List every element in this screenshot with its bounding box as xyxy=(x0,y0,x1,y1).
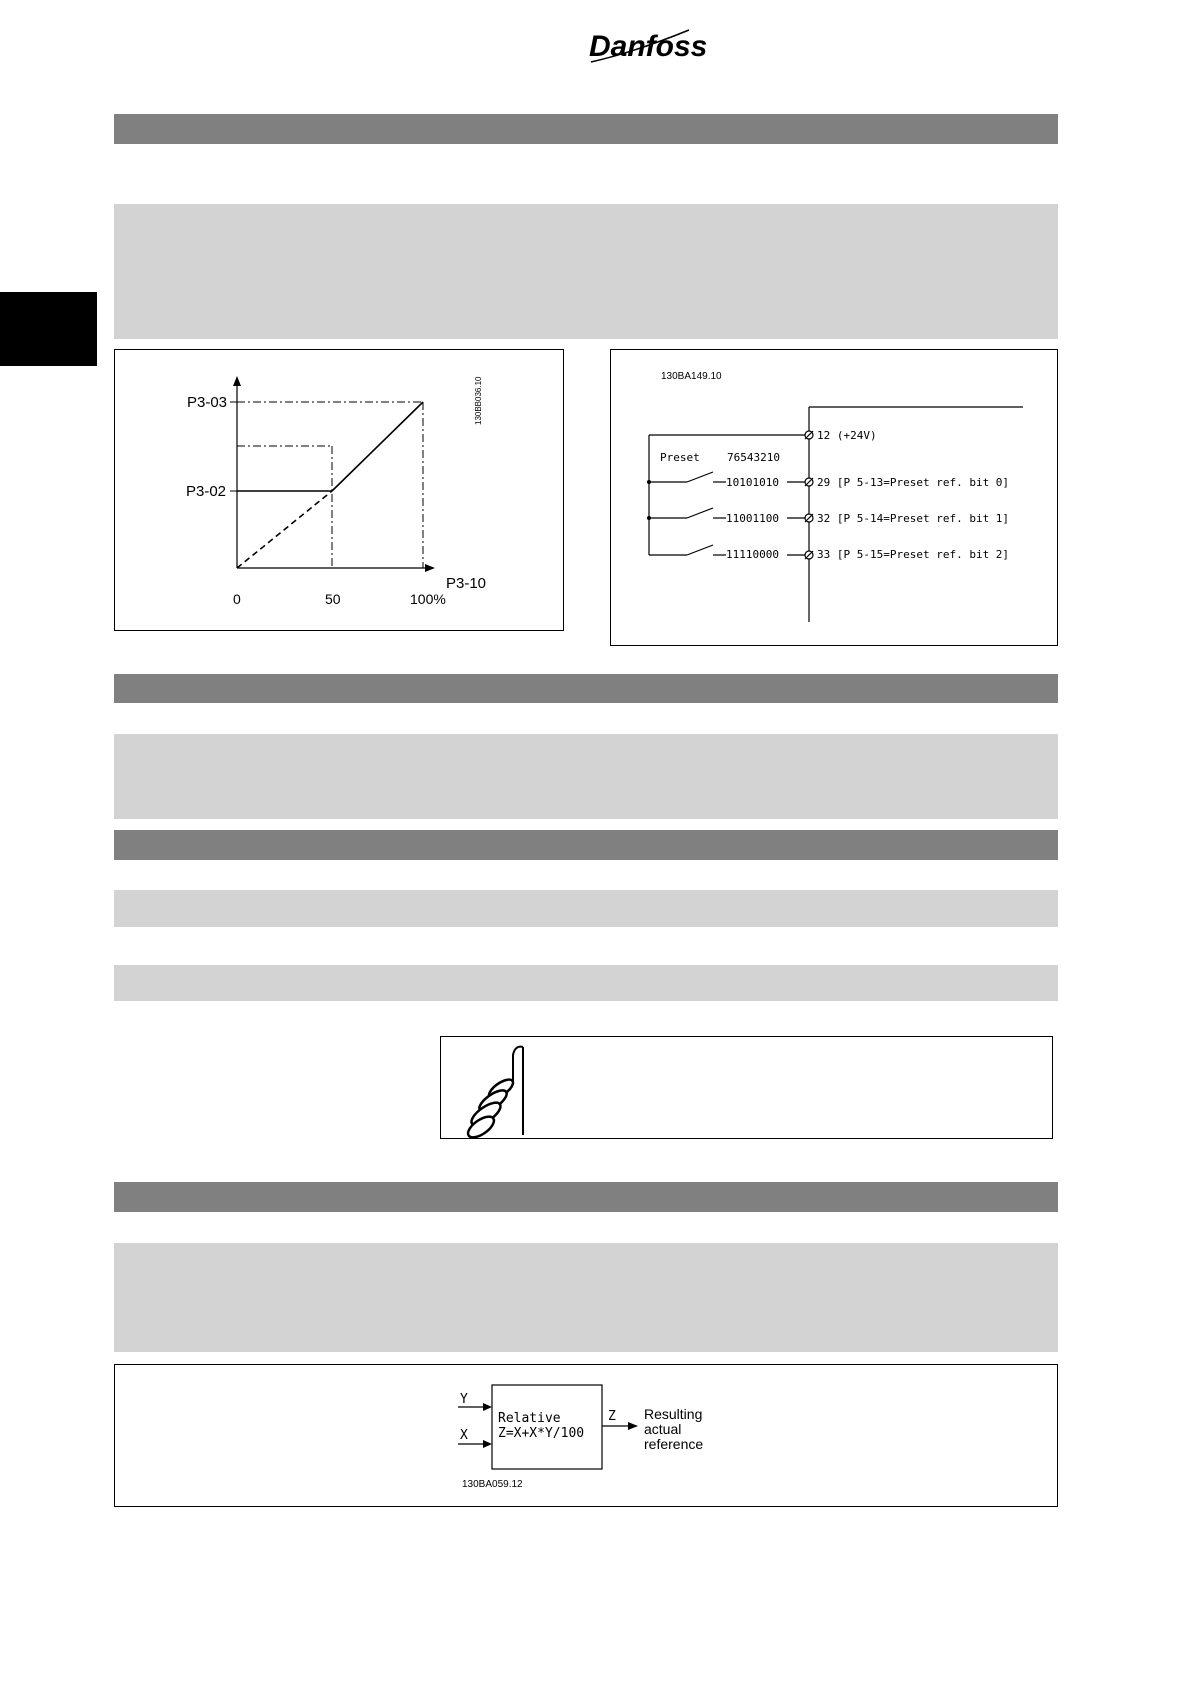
x-axis-label: P3-10 xyxy=(446,575,487,592)
x-tick-50: 50 xyxy=(325,591,341,607)
reference-limit-chart xyxy=(114,349,564,631)
y-label-p3-02: P3-02 xyxy=(186,483,227,500)
logo-text: Danfoss xyxy=(589,30,708,63)
section-header-bar xyxy=(114,674,1058,703)
parameter-box xyxy=(114,965,1058,1001)
arrow-right-icon xyxy=(483,1440,492,1448)
section-header-bar xyxy=(114,830,1058,860)
parameter-box xyxy=(114,890,1058,927)
row-pattern: 11001100 xyxy=(726,512,779,525)
input-y-label: Y xyxy=(460,1392,468,1407)
row-terminal: 33 [P 5-15=Preset ref. bit 2] xyxy=(817,548,1010,561)
preset-label: Preset xyxy=(660,451,700,464)
note-hand-icon xyxy=(461,1045,541,1145)
parameter-box xyxy=(114,1243,1058,1352)
result-line-1: Resulting xyxy=(644,1406,703,1422)
dashed-ramp xyxy=(237,491,332,568)
terminal-12-label: 12 (+24V) xyxy=(817,429,877,442)
row-terminal: 32 [P 5-14=Preset ref. bit 1] xyxy=(817,512,1010,525)
figure-code: 130BB036.10 xyxy=(474,376,483,425)
relative-reference-diagram xyxy=(114,1364,1058,1507)
parameter-box xyxy=(114,204,1058,339)
output-z-label: Z xyxy=(608,1409,616,1424)
switch-icon xyxy=(687,545,713,555)
block-label: Relative xyxy=(498,1411,561,1426)
y-label-p3-03: P3-03 xyxy=(187,394,228,411)
y-axis-arrow xyxy=(233,376,241,386)
input-x-label: X xyxy=(460,1428,468,1443)
row-pattern: 10101010 xyxy=(726,476,779,489)
block-formula: Z=X+X*Y/100 xyxy=(498,1426,585,1441)
row-terminal: 29 [P 5-13=Preset ref. bit 0] xyxy=(817,476,1010,489)
row-pattern: 11110000 xyxy=(726,548,779,561)
arrow-right-icon xyxy=(483,1403,492,1411)
figure-code: 130BA059.12 xyxy=(462,1479,523,1490)
solid-ramp xyxy=(332,402,423,491)
x-axis-arrow xyxy=(425,564,435,572)
arrow-right-icon xyxy=(628,1422,638,1430)
result-line-3: reference xyxy=(644,1436,704,1452)
switch-icon xyxy=(687,472,713,482)
figure-code: 130BA149.10 xyxy=(661,371,722,382)
result-line-2: actual xyxy=(644,1421,682,1437)
preset-wiring-diagram xyxy=(610,349,1058,646)
section-header-bar xyxy=(114,1182,1058,1212)
switch-icon xyxy=(687,508,713,518)
x-tick-100: 100% xyxy=(410,591,446,607)
danfoss-logo xyxy=(585,22,708,68)
parameter-box xyxy=(114,734,1058,819)
preset-bits: 76543210 xyxy=(727,451,780,464)
x-tick-0: 0 xyxy=(233,591,241,607)
section-header-bar xyxy=(114,114,1058,144)
note-box xyxy=(440,1036,1053,1139)
chapter-tab xyxy=(0,292,97,366)
